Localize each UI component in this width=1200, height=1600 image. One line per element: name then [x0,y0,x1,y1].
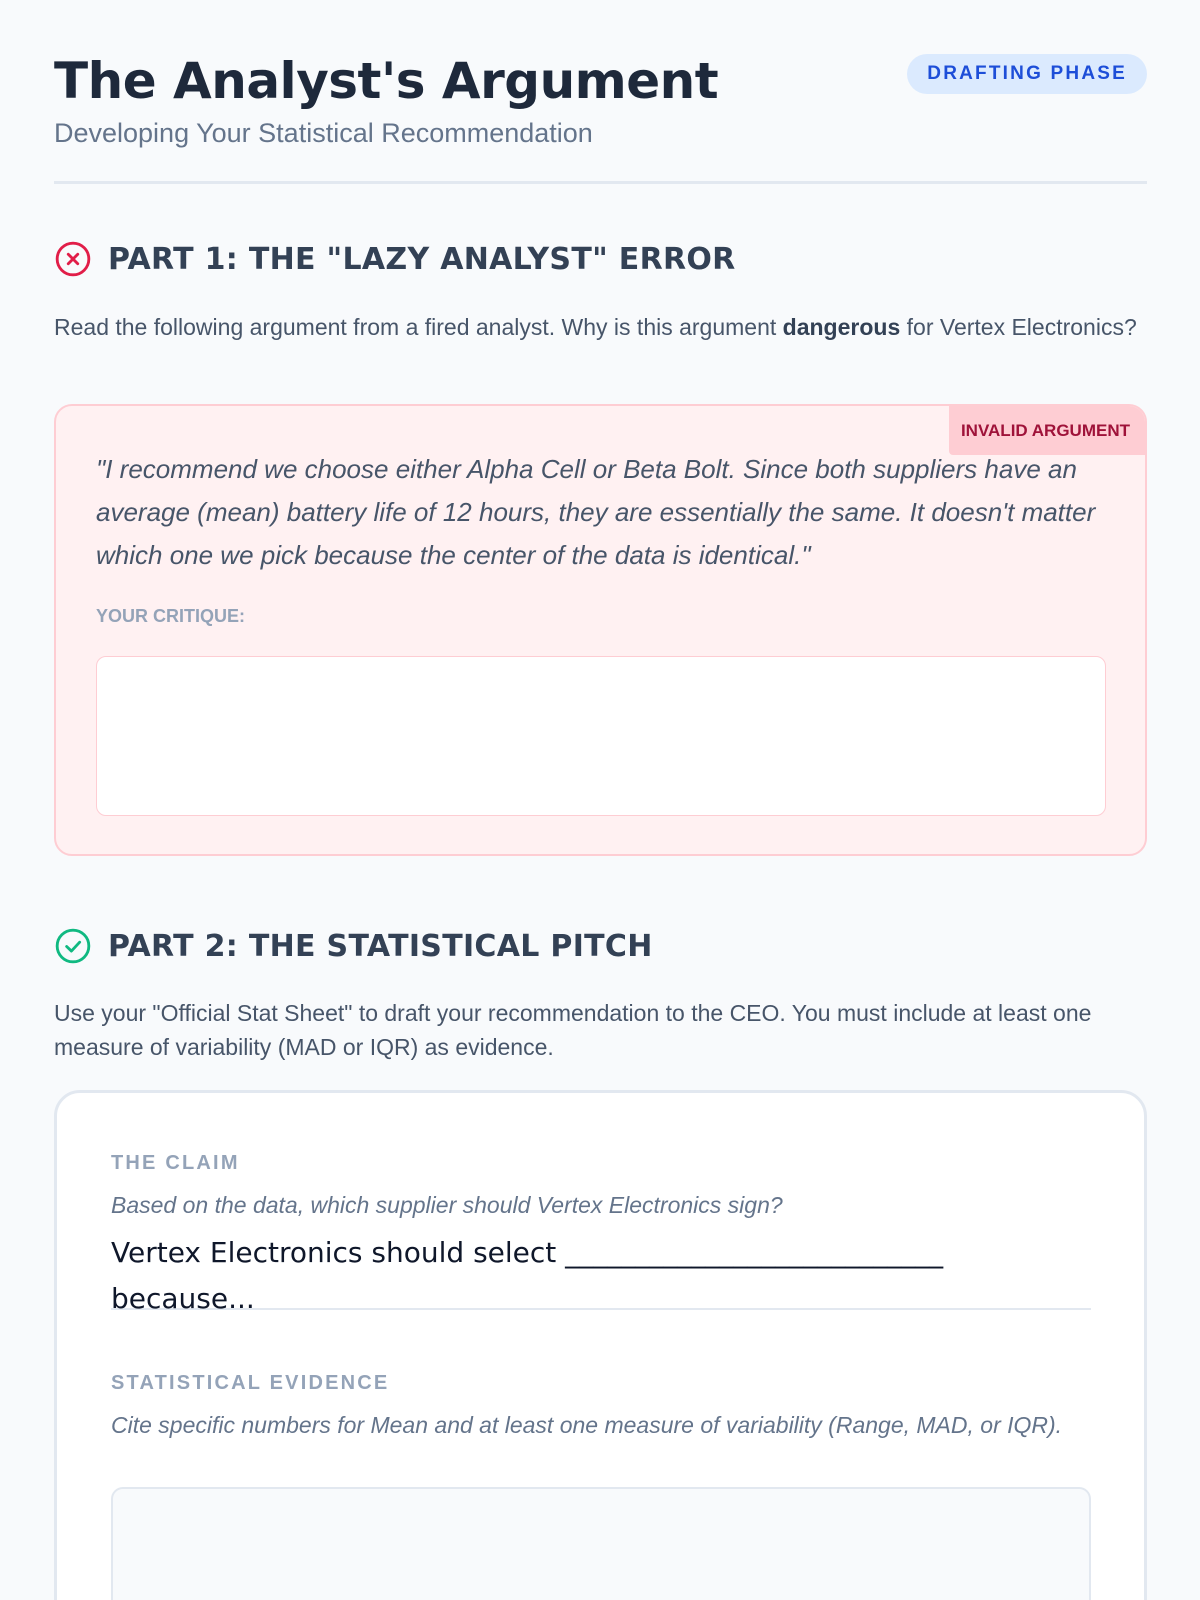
worksheet-page [54,0,1147,1438]
claim-label: THE CLAIM [111,1152,240,1174]
part1-intro [54,310,1147,344]
part1-intro-text-end: for Vertex Electronics? [900,314,1137,340]
part2-heading-row [54,927,653,965]
evidence-hint: Cite specific numbers for Mean and at least one measure of variability (Range, MAD, or IQR). [111,1412,1063,1438]
evidence-input[interactable] [111,1487,1091,1600]
part2-intro: Use your "Official Stat Sheet" to draft your recommendation to the CEO. You must include at least one measure of variability (MAD or IQR) as evidence. [54,1000,1092,1060]
analyst-quote: "I recommend we choose either Alpha Cell or Beta Bolt. Since both suppliers have an average (mean) battery life of 12 hours, they are essentially the same. It doesn't matter which one we pick because the center of the data is identical." [96,454,1096,570]
critique-input[interactable] [96,656,1106,816]
part1-heading-row [54,240,736,278]
page-header [54,0,1147,184]
invalid-argument-tag: INVALID ARGUMENT [949,406,1145,455]
phase-badge: DRAFTING PHASE [907,54,1147,94]
critique-label: YOUR CRITIQUE: [96,606,246,626]
claim-statement[interactable]: Vertex Electronics should select ___________________________ because... [111,1230,1091,1310]
claim-hint: Based on the data, which supplier should Vertex Electronics sign? [111,1192,783,1218]
evidence-label: STATISTICAL EVIDENCE [111,1372,390,1394]
part1-intro-text: Read the following argument from a fired analyst. Why is this argument [54,314,783,340]
invalid-argument-card [54,404,1147,856]
check-circle-icon [54,927,92,965]
statistical-pitch-card [54,1090,1147,1600]
part2-heading: PART 2: THE STATISTICAL PITCH [108,928,653,964]
part1-heading: PART 1: THE "LAZY ANALYST" ERROR [108,241,736,277]
page-title: The Analyst's Argument [54,52,719,110]
x-circle-icon [54,240,92,278]
page-subtitle: Developing Your Statistical Recommendation [54,118,593,148]
part1-intro-emphasis: dangerous [782,314,901,340]
